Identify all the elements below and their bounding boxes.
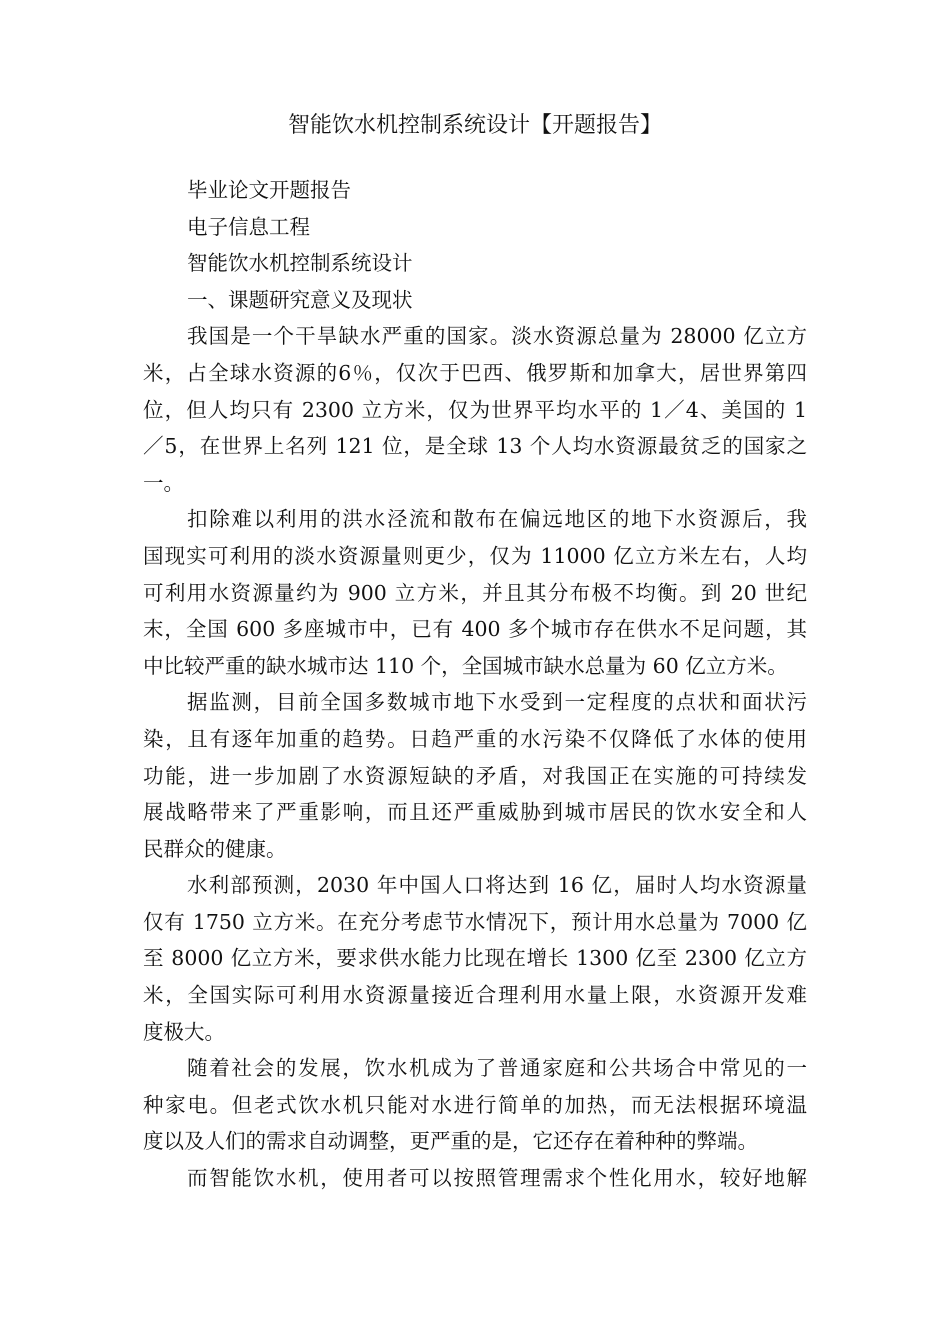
heading-section-1: 一、课题研究意义及现状 xyxy=(187,287,413,312)
paragraph-line: 染，且有逐年加重的趋势。日趋严重的水污染不仅降低了水体的使用 xyxy=(143,726,807,751)
paragraph-line: 功能，进一步加剧了水资源短缺的矛盾，对我国正在实施的可持续发 xyxy=(143,763,807,788)
paragraph-water-dispenser xyxy=(143,1050,807,1160)
paragraph-line: 位，但人均只有 2300 立方米，仅为世界平均水平的 1／4、美国的 1 xyxy=(143,397,807,422)
document-title: 智能饮水机控制系统设计【开题报告】 xyxy=(287,113,662,138)
paragraph-forecast xyxy=(143,867,807,1050)
paragraph-usable-water xyxy=(143,501,807,684)
paragraph-line: ／5，在世界上名列 121 位，是全球 13 个人均水资源最贫乏的国家之 xyxy=(143,434,807,459)
paragraph-line: 可利用水资源量约为 900 立方米，并且其分布极不均衡。到 20 世纪 xyxy=(143,580,807,605)
paragraph-line: 一。 xyxy=(143,470,184,495)
paragraph-line: 随着社会的发展，饮水机成为了普通家庭和公共场合中常见的一 xyxy=(187,1056,807,1081)
paragraph-line: 种家电。但老式饮水机只能对水进行简单的加热，而无法根据环境温 xyxy=(143,1092,807,1117)
paragraph-line: 度极大。 xyxy=(143,1019,225,1044)
paragraph-line: 至 8000 亿立方米，要求供水能力比现在增长 1300 亿至 2300 亿立方 xyxy=(143,946,807,971)
paragraph-line: 据监测，目前全国多数城市地下水受到一定程度的点状和面状污 xyxy=(187,690,807,715)
paragraph-water-resources xyxy=(143,318,807,501)
heading-project-title: 智能饮水机控制系统设计 xyxy=(187,251,413,276)
heading-major: 电子信息工程 xyxy=(187,214,310,239)
paragraph-smart-dispenser xyxy=(143,1160,807,1197)
paragraph-line: 仅有 1750 立方米。在充分考虑节水情况下，预计用水总量为 7000 亿 xyxy=(143,909,807,934)
paragraph-line: 扣除难以利用的洪水泾流和散布在偏远地区的地下水资源后，我 xyxy=(187,507,807,532)
paragraph-line: 展战略带来了严重影响，而且还严重威胁到城市居民的饮水安全和人 xyxy=(143,800,807,825)
paragraph-line: 末，全国 600 多座城市中，已有 400 多个城市存在供水不足问题，其 xyxy=(143,617,807,642)
paragraph-line: 而智能饮水机，使用者可以按照管理需求个性化用水，较好地解 xyxy=(187,1166,807,1191)
heading-thesis-proposal: 毕业论文开题报告 xyxy=(187,178,351,202)
paragraph-line: 水利部预测，2030 年中国人口将达到 16 亿，届时人均水资源量 xyxy=(187,873,807,898)
paragraph-line: 度以及人们的需求自动调整，更严重的是，它还存在着种种的弊端。 xyxy=(143,1129,758,1154)
document-body xyxy=(143,172,807,1197)
paragraph-line: 民群众的健康。 xyxy=(143,836,287,861)
paragraph-line: 中比较严重的缺水城市达 110 个，全国城市缺水总量为 60 亿立方米。 xyxy=(143,653,788,678)
paragraph-line: 米，占全球水资源的6％，仅次于巴西、俄罗斯和加拿大，居世界第四 xyxy=(143,360,807,385)
paragraph-pollution xyxy=(143,684,807,867)
paragraph-line: 我国是一个干旱缺水严重的国家。淡水资源总量为 28000 亿立方 xyxy=(187,324,807,349)
paragraph-line: 米，全国实际可利用水资源量接近合理利用水量上限，水资源开发难 xyxy=(143,983,807,1008)
paragraph-line: 国现实可利用的淡水资源量则更少，仅为 11000 亿立方米左右，人均 xyxy=(143,543,807,568)
